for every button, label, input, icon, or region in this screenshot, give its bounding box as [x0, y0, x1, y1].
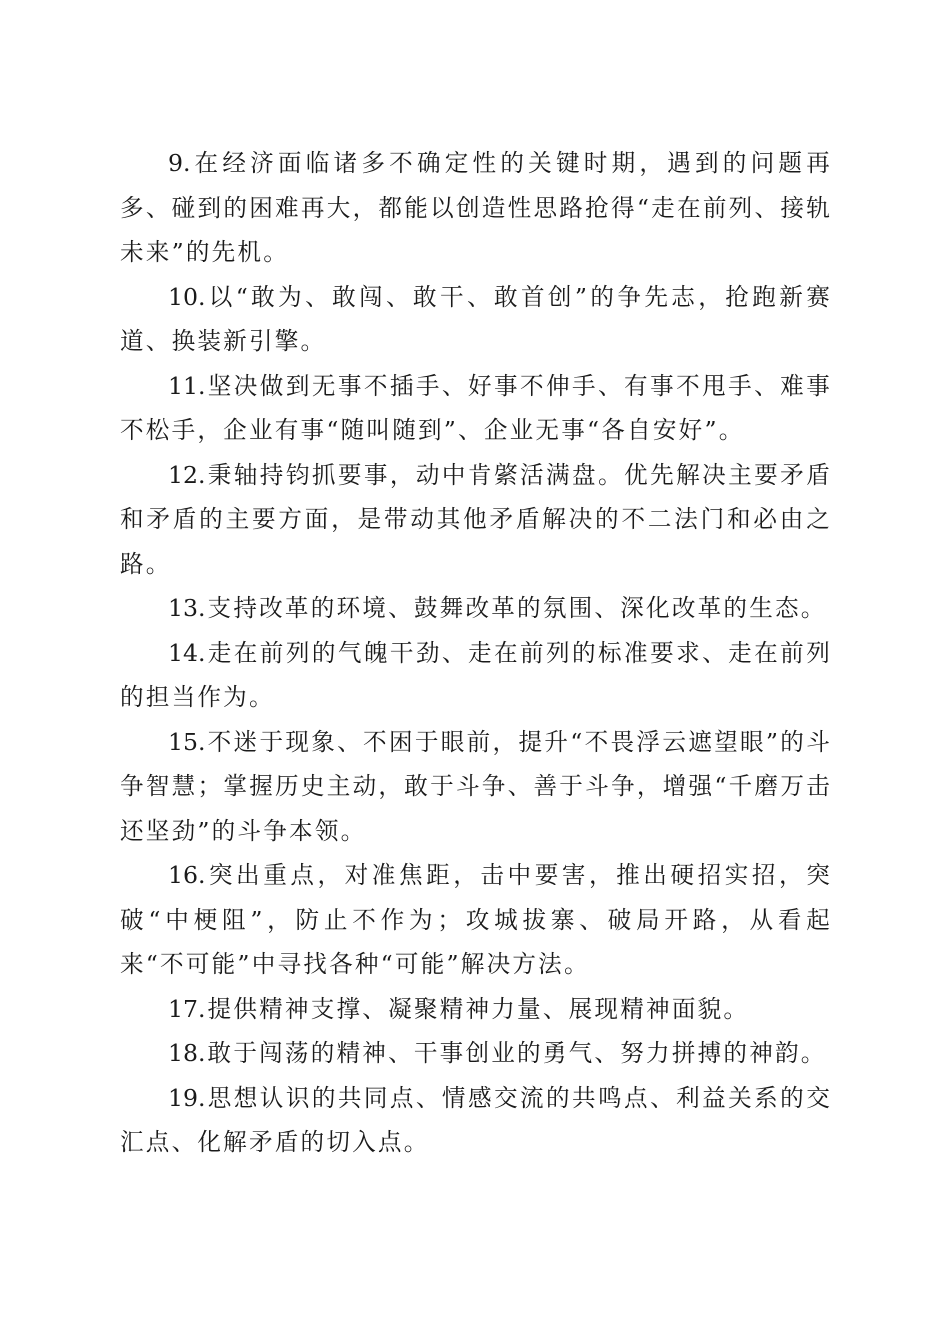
item-number: 12.	[168, 460, 206, 489]
item-number: 16.	[168, 861, 206, 889]
item-number: 13.	[168, 594, 206, 622]
item-number: 9.	[168, 149, 191, 177]
list-item	[120, 987, 832, 1032]
item-text: 支持改革的环境、鼓舞改革的氛围、深化改革的生态。	[207, 594, 827, 622]
list-item	[120, 275, 832, 364]
item-text: 在经济面临诸多不确定性的关键时期，遇到的问题再多、碰到的困难再大，都能以创造性思路抢得“走在前列、接轨未来”的先机。	[120, 149, 832, 266]
item-text: 坚决做到无事不插手、好事不伸手、有事不甩手、难事不松手，企业有事“随叫随到”、企业无事“各自安好”。	[120, 371, 832, 444]
list-item	[120, 720, 832, 854]
list-item	[120, 1076, 832, 1165]
item-text: 秉轴持钧抓要事，动中肯綮活满盘。优先解决主要矛盾和矛盾的主要方面，是带动其他矛盾解决的不二法门和必由之路。	[120, 460, 832, 578]
item-number: 19.	[168, 1083, 206, 1112]
item-text: 以“敢为、敢闯、敢干、敢首创”的争先志，抢跑新赛道、换装新引擎。	[120, 282, 832, 355]
item-number: 14.	[168, 638, 206, 667]
item-text: 突出重点，对准焦距，击中要害，推出硬招实招，突破“中梗阻”，防止不作为；攻城拔寨、破局开路，从看起来“不可能”中寻找各种“可能”解决方法。	[120, 861, 832, 978]
list-item	[120, 141, 832, 275]
list-item	[120, 364, 832, 453]
item-number: 15.	[168, 727, 206, 756]
item-text: 敢于闯荡的精神、干事创业的勇气、努力拼搏的神韵。	[207, 1039, 827, 1067]
item-text: 走在前列的气魄干劲、走在前列的标准要求、走在前列的担当作为。	[120, 638, 832, 711]
item-text: 思想认识的共同点、情感交流的共鸣点、利益关系的交汇点、化解矛盾的切入点。	[120, 1083, 832, 1156]
document-body	[120, 141, 832, 1165]
item-number: 11.	[168, 371, 206, 400]
item-number: 18.	[168, 1039, 206, 1067]
list-item	[120, 853, 832, 987]
item-text: 不迷于现象、不困于眼前，提升“不畏浮云遮望眼”的斗争智慧；掌握历史主动，敢于斗争、善于斗争，增强“千磨万击还坚劲”的斗争本领。	[120, 727, 832, 845]
list-item	[120, 586, 832, 631]
item-text: 提供精神支撑、凝聚精神力量、展现精神面貌。	[207, 994, 750, 1023]
list-item	[120, 453, 832, 587]
item-number: 10.	[168, 282, 206, 311]
item-number: 17.	[168, 994, 206, 1023]
list-item	[120, 1031, 832, 1076]
list-item	[120, 631, 832, 720]
